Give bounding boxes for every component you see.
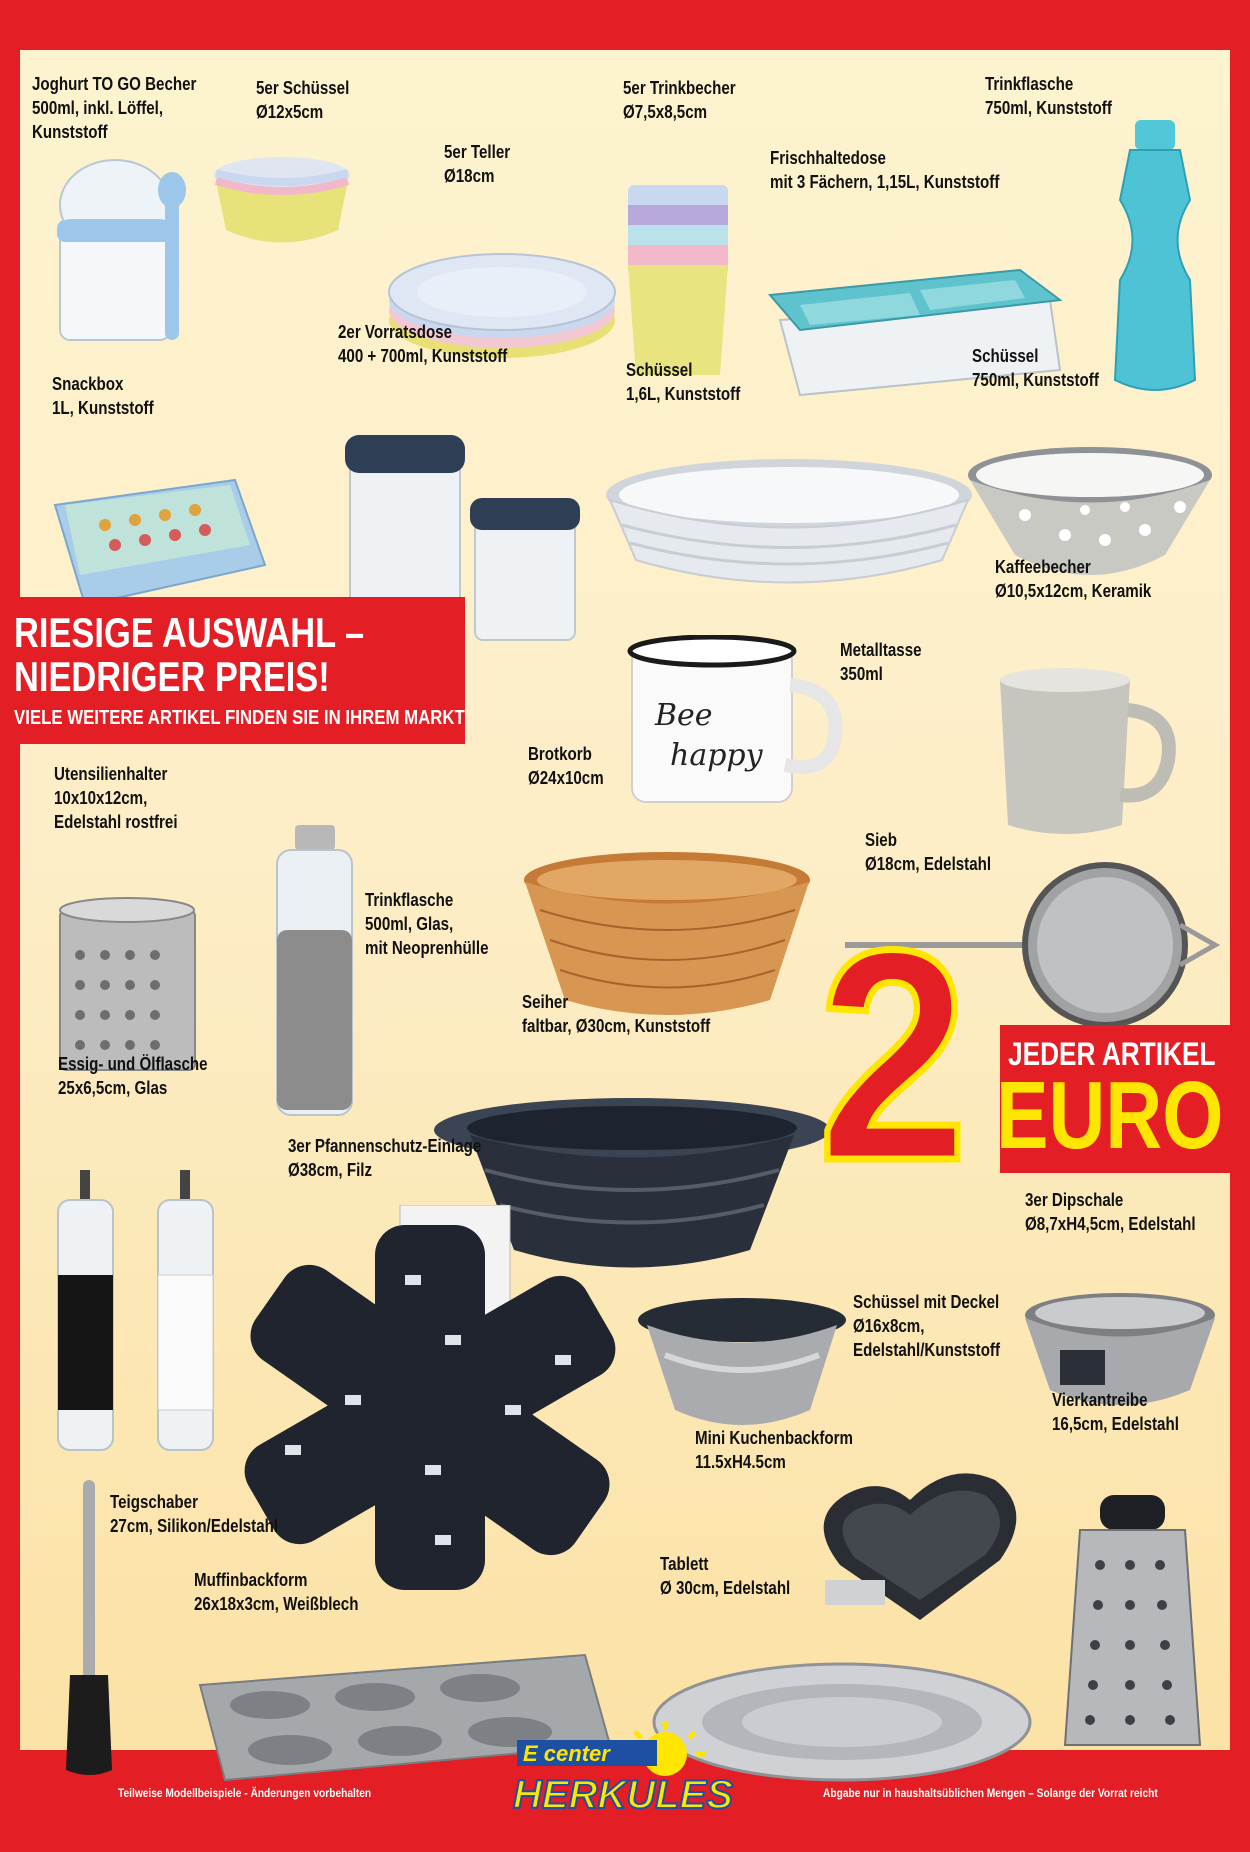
label-seiher: Seiher faltbar, Ø30cm, Kunststoff	[522, 992, 711, 1036]
schuessel-5er-image	[210, 145, 355, 255]
svg-text:E center: E center	[523, 1741, 610, 1766]
label-joghurt-becher: Joghurt TO GO Becher 500ml, inkl. Löffel, Kunststoff	[32, 74, 197, 142]
label-schuessel-16: Schüssel 1,6L, Kunststoff	[626, 360, 741, 404]
essig-oel-image	[50, 1165, 240, 1455]
vierkantreibe-image	[1060, 1495, 1205, 1750]
label-muffinbackform: Muffinbackform 26x18x3cm, Weißblech	[194, 1570, 359, 1614]
trinkflasche-kunststoff-image	[1105, 120, 1205, 400]
label-sieb: Sieb Ø18cm, Edelstahl	[865, 830, 992, 874]
price-number: 2	[818, 887, 969, 1223]
label-tablett: Tablett Ø 30cm, Edelstahl	[660, 1554, 791, 1598]
label-kuchenbackform: Mini Kuchenbackform 11.5xH4.5cm	[695, 1428, 853, 1472]
label-trinkbecher-5er: 5er Trinkbecher Ø7,5x8,5cm	[623, 78, 736, 122]
joghurt-becher-image	[35, 150, 215, 360]
product-panel	[20, 50, 1230, 1750]
label-snackbox: Snackbox 1L, Kunststoff	[52, 374, 154, 418]
ecenter-herkules-logo	[505, 1722, 735, 1822]
schuessel-deckel-image	[635, 1295, 850, 1435]
footer-disclaimer-right: Abgabe nur in haushaltsüblichen Mengen – Solange der Vorrat reicht	[823, 1786, 1158, 1800]
label-schuessel-750: Schüssel 750ml, Kunststoff	[972, 346, 1099, 390]
price-every-item: JEDER ARTIKEL	[1008, 1036, 1216, 1072]
svg-text:HERKULES: HERKULES	[513, 1773, 734, 1817]
promo-subline: VIELE WEITERE ARTIKEL FINDEN SIE IN IHREM MARKT	[14, 707, 465, 729]
trinkflasche-glas-image	[265, 820, 375, 1120]
kaffeebecher-image	[980, 665, 1180, 840]
label-schuessel-deckel: Schüssel mit Deckel Ø16x8cm, Edelstahl/Kunststoff	[853, 1292, 1001, 1360]
svg-text:happy: happy	[670, 738, 763, 773]
label-essig-oel: Essig- und Ölflasche 25x6,5cm, Glas	[58, 1054, 208, 1098]
promo-headline: RIESIGE AUSWAHL – NIEDRIGER PREIS!	[14, 609, 365, 700]
snackbox-image	[45, 475, 270, 615]
svg-text:Bee: Bee	[655, 698, 713, 733]
price-unit: EURO	[996, 1062, 1224, 1169]
label-utensilienhalter: Utensilienhalter 10x10x12cm, Edelstahl rostfrei	[54, 764, 178, 832]
label-trinkflasche-kunststoff: Trinkflasche 750ml, Kunststoff	[985, 74, 1112, 118]
label-vierkantreibe: Vierkantreibe 16,5cm, Edelstahl	[1052, 1390, 1179, 1434]
metalltasse-image	[620, 635, 850, 810]
label-kaffeebecher: Kaffeebecher Ø10,5x12cm, Keramik	[995, 557, 1152, 601]
label-teigschaber: Teigschaber 27cm, Silikon/Edelstahl	[110, 1492, 279, 1536]
label-vorratsdose: 2er Vorratsdose 400 + 700ml, Kunststoff	[338, 322, 508, 366]
label-frischhaltedose: Frischhaltedose mit 3 Fächern, 1,15L, Kunststoff	[770, 148, 1000, 192]
label-trinkflasche-glas: Trinkflasche 500ml, Glas, mit Neoprenhülle	[365, 890, 489, 958]
trinkbecher-5er-image	[620, 180, 735, 380]
pfannenschutz-image	[225, 1205, 635, 1595]
label-pfannenschutz: 3er Pfannenschutz-Einlage Ø38cm, Filz	[288, 1136, 482, 1180]
label-schuessel-5er: 5er Schüssel Ø12x5cm	[256, 78, 350, 122]
label-brotkorb: Brotkorb Ø24x10cm	[528, 744, 604, 788]
label-metalltasse: Metalltasse 350ml	[840, 640, 922, 684]
label-teller-5er: 5er Teller Ø18cm	[444, 142, 511, 186]
utensilienhalter-image	[50, 895, 205, 1075]
schuessel-16-image	[602, 455, 977, 590]
label-dipschale: 3er Dipschale Ø8,7xH4,5cm, Edelstahl	[1025, 1190, 1196, 1234]
kuchenbackform-image	[800, 1470, 1035, 1635]
promo-banner	[0, 597, 465, 744]
footer-disclaimer-left: Teilweise Modellbeispiele - Änderungen vorbehalten	[118, 1786, 372, 1800]
